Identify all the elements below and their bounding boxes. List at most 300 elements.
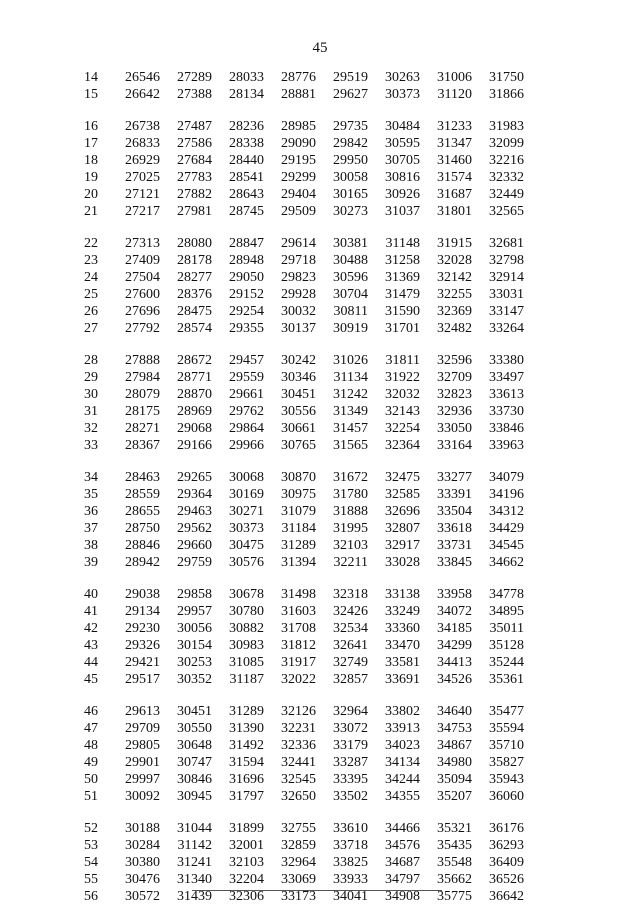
- table-cell: 30780: [229, 604, 264, 619]
- table-cell: 29928: [281, 287, 316, 302]
- table-cell: 31457: [333, 421, 368, 436]
- table-cell: 35094: [437, 772, 472, 787]
- row-number: 43: [84, 638, 98, 653]
- table-cell: 29038: [125, 587, 160, 602]
- table-cell: 33504: [437, 504, 472, 519]
- table-cell: 31922: [385, 370, 420, 385]
- row-number: 48: [84, 738, 98, 753]
- table-cell: 31258: [385, 253, 420, 268]
- table-cell: 28847: [229, 236, 264, 251]
- table-cell: 28367: [125, 438, 160, 453]
- table-row: [84, 403, 524, 420]
- table-cell: 29762: [229, 404, 264, 419]
- table-cell: 29230: [125, 621, 160, 636]
- table-cell: 33069: [281, 872, 316, 887]
- table-cell: 32332: [489, 170, 524, 185]
- table-cell: 29966: [229, 438, 264, 453]
- table-cell: 29901: [125, 755, 160, 770]
- table-cell: 28969: [177, 404, 212, 419]
- table-cell: 30983: [229, 638, 264, 653]
- table-cell: 33138: [385, 587, 420, 602]
- table-cell: 31037: [385, 204, 420, 219]
- table-cell: 31780: [333, 487, 368, 502]
- table-cell: 32216: [489, 153, 524, 168]
- table-cell: 30475: [229, 538, 264, 553]
- table-cell: 31349: [333, 404, 368, 419]
- table-cell: 30816: [385, 170, 420, 185]
- table-cell: 31687: [437, 187, 472, 202]
- group-spacer-cell: [84, 454, 524, 469]
- table-cell: 33031: [489, 287, 524, 302]
- table-row: [84, 118, 524, 135]
- table-cell: 33825: [333, 855, 368, 870]
- table-cell: 31120: [437, 87, 472, 102]
- table-cell: 33264: [489, 321, 524, 336]
- table-cell: 29519: [333, 70, 368, 85]
- table-cell: 32426: [333, 604, 368, 619]
- table-row: [84, 203, 524, 220]
- table-cell: 31044: [177, 821, 212, 836]
- table-cell: 33470: [385, 638, 420, 653]
- table-cell: 28277: [177, 270, 212, 285]
- group-spacer: [84, 688, 524, 703]
- table-cell: 31369: [385, 270, 420, 285]
- table-cell: 30373: [229, 521, 264, 536]
- table-row: [84, 654, 524, 671]
- table-cell: 31079: [281, 504, 316, 519]
- table-cell: 31801: [437, 204, 472, 219]
- row-number: 29: [84, 370, 98, 385]
- row-number: 51: [84, 789, 98, 804]
- row-number: 55: [84, 872, 98, 887]
- table-cell: 32755: [281, 821, 316, 836]
- table-cell: 32798: [489, 253, 524, 268]
- table-cell: 29265: [177, 470, 212, 485]
- table-cell: 31184: [281, 521, 316, 536]
- table-cell: 29735: [333, 119, 368, 134]
- data-table-container: [84, 69, 524, 905]
- row-number: 17: [84, 136, 98, 151]
- table-cell: 31590: [385, 304, 420, 319]
- table-cell: 32936: [437, 404, 472, 419]
- table-cell: 31995: [333, 521, 368, 536]
- table-cell: 32022: [281, 672, 316, 687]
- table-cell: 32749: [333, 655, 368, 670]
- table-cell: 29457: [229, 353, 264, 368]
- table-cell: 31439: [177, 889, 212, 904]
- table-cell: 35662: [437, 872, 472, 887]
- table-cell: 32914: [489, 270, 524, 285]
- table-cell: 30242: [281, 353, 316, 368]
- row-number: 30: [84, 387, 98, 402]
- row-number: 22: [84, 236, 98, 251]
- table-cell: 34023: [385, 738, 420, 753]
- table-cell: 30451: [281, 387, 316, 402]
- table-cell: 28776: [281, 70, 316, 85]
- table-cell: 32475: [385, 470, 420, 485]
- table-cell: 33802: [385, 704, 420, 719]
- table-cell: 30846: [177, 772, 212, 787]
- table-row: [84, 620, 524, 637]
- table-cell: 30556: [281, 404, 316, 419]
- row-number: 16: [84, 119, 98, 134]
- table-cell: 27888: [125, 353, 160, 368]
- table-cell: 26642: [125, 87, 160, 102]
- row-number: 54: [84, 855, 98, 870]
- table-cell: 28771: [177, 370, 212, 385]
- table-cell: 31498: [281, 587, 316, 602]
- table-cell: 27388: [177, 87, 212, 102]
- table-cell: 33050: [437, 421, 472, 436]
- table-cell: 36060: [489, 789, 524, 804]
- table-cell: 36642: [489, 889, 524, 904]
- table-cell: 31289: [281, 538, 316, 553]
- table-cell: 35435: [437, 838, 472, 853]
- table-cell: 28870: [177, 387, 212, 402]
- table-cell: 28655: [125, 504, 160, 519]
- row-number: 25: [84, 287, 98, 302]
- table-cell: 31866: [489, 87, 524, 102]
- table-row: [84, 837, 524, 854]
- table-cell: 28463: [125, 470, 160, 485]
- table-row: [84, 603, 524, 620]
- table-row: [84, 186, 524, 203]
- table-row: [84, 152, 524, 169]
- table-cell: 32585: [385, 487, 420, 502]
- table-cell: 28271: [125, 421, 160, 436]
- table-cell: 27217: [125, 204, 160, 219]
- row-number: 56: [84, 889, 98, 904]
- table-cell: 32917: [385, 538, 420, 553]
- table-cell: 27313: [125, 236, 160, 251]
- table-cell: 28745: [229, 204, 264, 219]
- table-cell: 33395: [333, 772, 368, 787]
- table-cell: 29134: [125, 604, 160, 619]
- table-cell: 31812: [281, 638, 316, 653]
- table-cell: 28541: [229, 170, 264, 185]
- table-cell: 31696: [229, 772, 264, 787]
- table-row: [84, 469, 524, 486]
- table-cell: 33360: [385, 621, 420, 636]
- table-cell: 29517: [125, 672, 160, 687]
- table-cell: 32336: [281, 738, 316, 753]
- table-row: [84, 86, 524, 103]
- table-row: [84, 252, 524, 269]
- table-cell: 30926: [385, 187, 420, 202]
- table-cell: 32364: [385, 438, 420, 453]
- table-cell: 33913: [385, 721, 420, 736]
- table-cell: 29326: [125, 638, 160, 653]
- table-cell: 34526: [437, 672, 472, 687]
- table-cell: 30870: [281, 470, 316, 485]
- table-cell: 28338: [229, 136, 264, 151]
- table-cell: 29660: [177, 538, 212, 553]
- table-cell: 29997: [125, 772, 160, 787]
- table-cell: 30271: [229, 504, 264, 519]
- row-number: 24: [84, 270, 98, 285]
- table-row: [84, 554, 524, 571]
- table-cell: 32255: [437, 287, 472, 302]
- table-cell: 31479: [385, 287, 420, 302]
- table-cell: 30284: [125, 838, 160, 853]
- table-cell: 32650: [281, 789, 316, 804]
- table-cell: 33691: [385, 672, 420, 687]
- table-cell: 29950: [333, 153, 368, 168]
- table-cell: 27487: [177, 119, 212, 134]
- table-row: [84, 520, 524, 537]
- table-row: [84, 720, 524, 737]
- row-number: 18: [84, 153, 98, 168]
- table-cell: 34413: [437, 655, 472, 670]
- table-cell: 31148: [385, 236, 420, 251]
- table-cell: 29068: [177, 421, 212, 436]
- table-cell: 35361: [489, 672, 524, 687]
- table-cell: 32696: [385, 504, 420, 519]
- table-cell: 31142: [177, 838, 212, 853]
- table-cell: 33933: [333, 872, 368, 887]
- table-cell: 30263: [385, 70, 420, 85]
- table-cell: 35244: [489, 655, 524, 670]
- table-cell: 28376: [177, 287, 212, 302]
- group-spacer: [84, 337, 524, 352]
- table-cell: 31233: [437, 119, 472, 134]
- table-cell: 28033: [229, 70, 264, 85]
- table-cell: 31006: [437, 70, 472, 85]
- row-number: 31: [84, 404, 98, 419]
- table-cell: 28440: [229, 153, 264, 168]
- table-cell: 26929: [125, 153, 160, 168]
- table-cell: 34687: [385, 855, 420, 870]
- table-cell: 34895: [489, 604, 524, 619]
- table-cell: 31390: [229, 721, 264, 736]
- table-cell: 26738: [125, 119, 160, 134]
- row-number: 33: [84, 438, 98, 453]
- table-row: [84, 235, 524, 252]
- table-cell: 35477: [489, 704, 524, 719]
- row-number: 40: [84, 587, 98, 602]
- table-cell: 29090: [281, 136, 316, 151]
- table-cell: 34244: [385, 772, 420, 787]
- table-cell: 30678: [229, 587, 264, 602]
- table-cell: 36293: [489, 838, 524, 853]
- table-row: [84, 854, 524, 871]
- table-row: [84, 369, 524, 386]
- table-cell: 31242: [333, 387, 368, 402]
- table-cell: 35207: [437, 789, 472, 804]
- table-row: [84, 737, 524, 754]
- table-cell: 30092: [125, 789, 160, 804]
- row-number: 23: [84, 253, 98, 268]
- table-cell: 29614: [281, 236, 316, 251]
- table-cell: 32823: [437, 387, 472, 402]
- table-cell: 32857: [333, 672, 368, 687]
- table-cell: 31340: [177, 872, 212, 887]
- group-spacer-cell: [84, 571, 524, 586]
- row-number: 36: [84, 504, 98, 519]
- table-row: [84, 820, 524, 837]
- table-cell: 27984: [125, 370, 160, 385]
- table-cell: 28672: [177, 353, 212, 368]
- group-spacer: [84, 805, 524, 820]
- bottom-rule: [192, 890, 442, 891]
- table-cell: 31797: [229, 789, 264, 804]
- table-cell: 29661: [229, 387, 264, 402]
- table-cell: 27586: [177, 136, 212, 151]
- table-cell: 33963: [489, 438, 524, 453]
- table-cell: 30648: [177, 738, 212, 753]
- table-cell: 35710: [489, 738, 524, 753]
- group-spacer-cell: [84, 337, 524, 352]
- table-row: [84, 69, 524, 86]
- table-cell: 30919: [333, 321, 368, 336]
- table-cell: 30352: [177, 672, 212, 687]
- table-cell: 34576: [385, 838, 420, 853]
- table-cell: 31565: [333, 438, 368, 453]
- row-number: 37: [84, 521, 98, 536]
- table-cell: 31134: [333, 370, 368, 385]
- table-cell: 27504: [125, 270, 160, 285]
- table-cell: 34640: [437, 704, 472, 719]
- group-spacer: [84, 571, 524, 586]
- table-cell: 30488: [333, 253, 368, 268]
- table-cell: 29805: [125, 738, 160, 753]
- table-cell: 29195: [281, 153, 316, 168]
- table-cell: 31460: [437, 153, 472, 168]
- table-cell: 28475: [177, 304, 212, 319]
- table-cell: 29759: [177, 555, 212, 570]
- table-cell: 31187: [229, 672, 264, 687]
- table-cell: 32142: [437, 270, 472, 285]
- table-cell: 30154: [177, 638, 212, 653]
- row-number: 15: [84, 87, 98, 102]
- table-cell: 29842: [333, 136, 368, 151]
- table-cell: 30273: [333, 204, 368, 219]
- table-cell: 36409: [489, 855, 524, 870]
- table-cell: 32709: [437, 370, 472, 385]
- table-cell: 29404: [281, 187, 316, 202]
- table-cell: 35594: [489, 721, 524, 736]
- table-cell: 32254: [385, 421, 420, 436]
- table-cell: 34312: [489, 504, 524, 519]
- table-row: [84, 269, 524, 286]
- table-cell: 34797: [385, 872, 420, 887]
- table-cell: 32369: [437, 304, 472, 319]
- table-cell: 28175: [125, 404, 160, 419]
- table-cell: 29050: [229, 270, 264, 285]
- table-cell: 33072: [333, 721, 368, 736]
- row-number: 49: [84, 755, 98, 770]
- table-row: [84, 437, 524, 454]
- table-cell: 32482: [437, 321, 472, 336]
- table-cell: 30572: [125, 889, 160, 904]
- table-cell: 29509: [281, 204, 316, 219]
- table-cell: 30346: [281, 370, 316, 385]
- table-cell: 32807: [385, 521, 420, 536]
- table-cell: 30765: [281, 438, 316, 453]
- table-row: [84, 286, 524, 303]
- table-cell: 31289: [229, 704, 264, 719]
- table-cell: 29299: [281, 170, 316, 185]
- table-cell: 30373: [385, 87, 420, 102]
- table-cell: 35321: [437, 821, 472, 836]
- table-cell: 30188: [125, 821, 160, 836]
- table-cell: 35548: [437, 855, 472, 870]
- table-cell: 32534: [333, 621, 368, 636]
- table-cell: 29709: [125, 721, 160, 736]
- table-cell: 28750: [125, 521, 160, 536]
- data-table: [84, 69, 524, 905]
- table-cell: 32964: [333, 704, 368, 719]
- table-cell: 33497: [489, 370, 524, 385]
- table-cell: 29152: [229, 287, 264, 302]
- table-cell: 33718: [333, 838, 368, 853]
- table-cell: 29463: [177, 504, 212, 519]
- table-row: [84, 871, 524, 888]
- table-cell: 36526: [489, 872, 524, 887]
- table-row: [84, 503, 524, 520]
- row-number: 46: [84, 704, 98, 719]
- table-cell: 27409: [125, 253, 160, 268]
- table-row: [84, 135, 524, 152]
- table-row: [84, 771, 524, 788]
- page-number: 45: [312, 40, 328, 56]
- table-cell: 32641: [333, 638, 368, 653]
- table-cell: 28080: [177, 236, 212, 251]
- row-number: 20: [84, 187, 98, 202]
- table-cell: 27783: [177, 170, 212, 185]
- table-cell: 34355: [385, 789, 420, 804]
- table-cell: 29718: [281, 253, 316, 268]
- table-cell: 27981: [177, 204, 212, 219]
- table-cell: 31888: [333, 504, 368, 519]
- row-number: 26: [84, 304, 98, 319]
- table-cell: 32028: [437, 253, 472, 268]
- table-cell: 28559: [125, 487, 160, 502]
- table-cell: 33380: [489, 353, 524, 368]
- table-cell: 27882: [177, 187, 212, 202]
- table-cell: 34072: [437, 604, 472, 619]
- table-cell: 32099: [489, 136, 524, 151]
- table-cell: 30596: [333, 270, 368, 285]
- row-number: 27: [84, 321, 98, 336]
- table-row: [84, 320, 524, 337]
- row-number: 50: [84, 772, 98, 787]
- table-cell: 35827: [489, 755, 524, 770]
- table-cell: 27696: [125, 304, 160, 319]
- table-cell: 31574: [437, 170, 472, 185]
- table-cell: 29355: [229, 321, 264, 336]
- table-cell: 32231: [281, 721, 316, 736]
- table-cell: 32306: [229, 889, 264, 904]
- group-spacer-cell: [84, 688, 524, 703]
- table-row: [84, 486, 524, 503]
- table-cell: 32565: [489, 204, 524, 219]
- table-cell: 30056: [177, 621, 212, 636]
- group-spacer: [84, 103, 524, 118]
- row-number: 38: [84, 538, 98, 553]
- row-number: 39: [84, 555, 98, 570]
- table-cell: 29858: [177, 587, 212, 602]
- table-cell: 28079: [125, 387, 160, 402]
- table-cell: 30068: [229, 470, 264, 485]
- table-cell: 34908: [385, 889, 420, 904]
- table-cell: 31394: [281, 555, 316, 570]
- table-row: [84, 537, 524, 554]
- table-cell: 30945: [177, 789, 212, 804]
- row-number: 52: [84, 821, 98, 836]
- table-cell: 33391: [437, 487, 472, 502]
- table-cell: 27121: [125, 187, 160, 202]
